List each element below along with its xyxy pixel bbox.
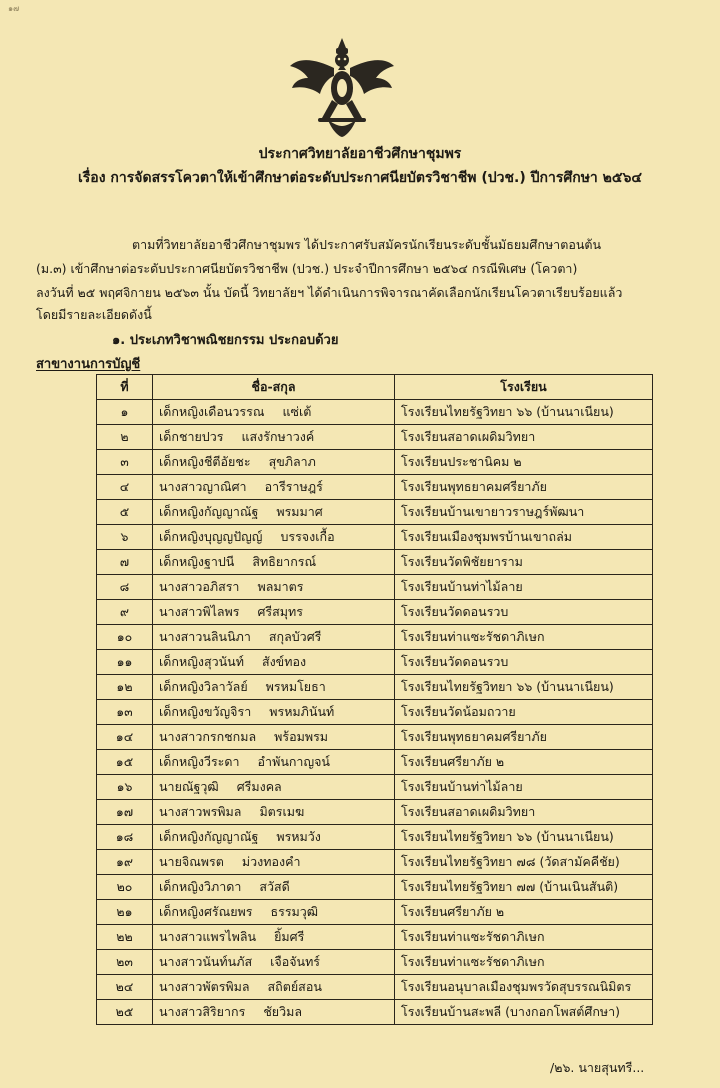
subsection-title: สาขางานการบัญชี xyxy=(36,357,141,372)
student-first-name: เด็กหญิงวิภาดา xyxy=(159,879,242,894)
student-last-name: พรหมวัง xyxy=(276,829,321,844)
student-name xyxy=(153,850,395,875)
table-row xyxy=(97,975,653,1000)
row-number: ๒๕ xyxy=(97,1000,153,1025)
table-row xyxy=(97,525,653,550)
student-first-name: นางสาวสิริยากร xyxy=(159,1004,246,1019)
table-row xyxy=(97,500,653,525)
header-name: ชื่อ-สกุล xyxy=(153,375,395,400)
student-name xyxy=(153,500,395,525)
school-name: โรงเรียนบ้านสะพลี (บางกอกโพสต์ศึกษา) xyxy=(395,1000,653,1025)
table-row xyxy=(97,450,653,475)
student-last-name: บรรจงเกื้อ xyxy=(280,529,335,544)
student-first-name: นางสาวพัตรพิมล xyxy=(159,979,250,994)
school-name: โรงเรียนวัดพิชัยยาราม xyxy=(395,550,653,575)
student-first-name: นางสาวพรพิมล xyxy=(159,804,242,819)
school-name: โรงเรียนอนุบาลเมืองชุมพรวัดสุบรรณนิมิตร xyxy=(395,975,653,1000)
row-number: ๙ xyxy=(97,600,153,625)
row-number: ๒๔ xyxy=(97,975,153,1000)
table-row xyxy=(97,775,653,800)
row-number: ๑๔ xyxy=(97,725,153,750)
school-name: โรงเรียนวัดดอนรวบ xyxy=(395,600,653,625)
school-name: โรงเรียนวัดดอนรวบ xyxy=(395,650,653,675)
student-last-name: พรหมโยธา xyxy=(265,679,326,694)
school-name: โรงเรียนไทยรัฐวิทยา ๗๗ (บ้านเนินสันติ) xyxy=(395,875,653,900)
row-number: ๑๗ xyxy=(97,800,153,825)
table-row xyxy=(97,475,653,500)
row-number: ๒๒ xyxy=(97,925,153,950)
row-number: ๗ xyxy=(97,550,153,575)
row-number: ๑๒ xyxy=(97,675,153,700)
table-row xyxy=(97,650,653,675)
school-name: โรงเรียนไทยรัฐวิทยา ๗๘ (วัดสามัคคีชัย) xyxy=(395,850,653,875)
school-name: โรงเรียนไทยรัฐวิทยา ๖๖ (บ้านนาเนียน) xyxy=(395,400,653,425)
student-first-name: นางสาวนลินนิภา xyxy=(159,629,251,644)
row-number: ๑๓ xyxy=(97,700,153,725)
student-last-name: มิตรเมฆ xyxy=(259,804,305,819)
school-name: โรงเรียนประชานิคม ๒ xyxy=(395,450,653,475)
table-row xyxy=(97,1000,653,1025)
table-header-row xyxy=(97,375,653,400)
header-no: ที่ xyxy=(97,375,153,400)
garuda-emblem-icon xyxy=(288,38,396,138)
student-last-name: พลมาตร xyxy=(257,579,304,594)
school-name: โรงเรียนพุทธยาคมศรียาภัย xyxy=(395,725,653,750)
student-last-name: สังข์ทอง xyxy=(261,654,307,669)
table-row xyxy=(97,425,653,450)
student-first-name: นายจิณพรต xyxy=(159,854,224,869)
student-first-name: นางสาวอภิสรา xyxy=(159,579,240,594)
row-number: ๓ xyxy=(97,450,153,475)
student-name xyxy=(153,800,395,825)
school-name: โรงเรียนพุทธยาคมศรียาภัย xyxy=(395,475,653,500)
student-name xyxy=(153,725,395,750)
row-number: ๑๖ xyxy=(97,775,153,800)
student-name xyxy=(153,925,395,950)
announcement-subject: เรื่อง การจัดสรรโควตาให้เข้าศึกษาต่อระดับประกาศนียบัตรวิชาชีพ (ปวช.) ปีการศึกษา ๒๕๖๔ xyxy=(78,170,642,186)
row-number: ๑๙ xyxy=(97,850,153,875)
student-name xyxy=(153,575,395,600)
school-name: โรงเรียนท่าแซะรัชดาภิเษก xyxy=(395,925,653,950)
row-number: ๖ xyxy=(97,525,153,550)
table-row xyxy=(97,600,653,625)
row-number: ๑๘ xyxy=(97,825,153,850)
student-first-name: เด็กหญิงวิลาวัลย์ xyxy=(159,679,248,694)
student-name xyxy=(153,600,395,625)
student-last-name: พร้อมพรม xyxy=(274,729,329,744)
table-row xyxy=(97,925,653,950)
table-row xyxy=(97,750,653,775)
school-name: โรงเรียนท่าแซะรัชดาภิเษก xyxy=(395,625,653,650)
student-last-name: แสงรักษาวงค์ xyxy=(241,429,315,444)
student-name xyxy=(153,825,395,850)
table-row xyxy=(97,550,653,575)
student-last-name: เจือจันทร์ xyxy=(270,954,321,969)
student-first-name: นางสาวแพรไพลิน xyxy=(159,929,257,944)
student-table xyxy=(96,374,653,1025)
student-last-name: สวัสดี xyxy=(259,879,290,894)
student-last-name: สกุลบัวศรี xyxy=(268,629,322,644)
student-first-name: เด็กหญิงกัญญาณัฐ xyxy=(159,829,259,844)
student-first-name: เด็กหญิงศรัณยพร xyxy=(159,904,253,919)
student-name xyxy=(153,425,395,450)
student-name xyxy=(153,550,395,575)
student-first-name: เด็กชายปวร xyxy=(159,429,224,444)
school-name: โรงเรียนศรียาภัย ๒ xyxy=(395,750,653,775)
row-number: ๒๑ xyxy=(97,900,153,925)
school-name: โรงเรียนไทยรัฐวิทยา ๖๖ (บ้านนาเนียน) xyxy=(395,825,653,850)
table-row xyxy=(97,900,653,925)
school-name: โรงเรียนบ้านท่าไม้ลาย xyxy=(395,775,653,800)
row-number: ๒ xyxy=(97,425,153,450)
body-line-2: (ม.๓) เข้าศึกษาต่อระดับประกาศนียบัตรวิชาชีพ (ปวช.) ประจำปีการศึกษา ๒๕๖๔ กรณีพิเศษ (โควตา) xyxy=(36,261,578,276)
school-name: โรงเรียนท่าแซะรัชดาภิเษก xyxy=(395,950,653,975)
school-name: โรงเรียนบ้านเขายาวราษฎร์พัฒนา xyxy=(395,500,653,525)
student-first-name: เด็กหญิงเดือนวรรณ xyxy=(159,404,265,419)
student-name xyxy=(153,700,395,725)
school-name: โรงเรียนวัดน้อมถวาย xyxy=(395,700,653,725)
table-row xyxy=(97,950,653,975)
table-row xyxy=(97,725,653,750)
student-last-name: ศรีสมุทร xyxy=(257,604,303,619)
row-number: ๑๐ xyxy=(97,625,153,650)
student-first-name: นางสาวพิไลพร xyxy=(159,604,240,619)
student-last-name: ธรรมวุฒิ xyxy=(270,904,319,919)
student-last-name: ม่วงทองคำ xyxy=(241,854,301,869)
continuation-note: /๒๖. นายสุนทรี... xyxy=(550,1060,645,1075)
student-name xyxy=(153,650,395,675)
school-name: โรงเรียนเมืองชุมพรบ้านเขาถล่ม xyxy=(395,525,653,550)
student-last-name: ยิ้มศรี xyxy=(274,929,305,944)
student-first-name: เด็กหญิงวีระดา xyxy=(159,754,240,769)
section-title: ๑. ประเภทวิชาพณิชยกรรม ประกอบด้วย xyxy=(112,333,339,348)
student-name xyxy=(153,450,395,475)
student-first-name: นางสาวญาณิศา xyxy=(159,479,247,494)
student-last-name: พรมมาศ xyxy=(276,504,323,519)
row-number: ๑ xyxy=(97,400,153,425)
corner-mark: ๑๗ xyxy=(8,4,20,13)
table-row xyxy=(97,800,653,825)
student-first-name: เด็กหญิงบุญญปัญญ์ xyxy=(159,529,263,544)
school-name: โรงเรียนสอาดเผดิมวิทยา xyxy=(395,800,653,825)
student-first-name: นางสาวนันท์นภัส xyxy=(159,954,253,969)
row-number: ๒๓ xyxy=(97,950,153,975)
student-last-name: อารีราษฎร์ xyxy=(264,479,323,494)
student-name xyxy=(153,950,395,975)
body-line-1: ตามที่วิทยาลัยอาชีวศึกษาชุมพร ได้ประกาศรับสมัครนักเรียนระดับชั้นมัธยมศึกษาตอนต้น xyxy=(132,237,602,252)
student-first-name: เด็กหญิงกัญญาณัฐ xyxy=(159,504,259,519)
student-last-name: พรหมภินันท์ xyxy=(269,704,335,719)
row-number: ๔ xyxy=(97,475,153,500)
student-first-name: เด็กหญิงสุวนันท์ xyxy=(159,654,244,669)
student-name xyxy=(153,625,395,650)
table-row xyxy=(97,675,653,700)
row-number: ๕ xyxy=(97,500,153,525)
student-last-name: สิทธิยากรณ์ xyxy=(252,554,317,569)
student-first-name: เด็กหญิงชีตีอัยชะ xyxy=(159,454,251,469)
table-body xyxy=(97,400,653,1025)
student-name xyxy=(153,750,395,775)
row-number: ๑๑ xyxy=(97,650,153,675)
student-last-name: สถิตย์สอน xyxy=(267,979,322,994)
student-last-name: แซ่เต้ xyxy=(282,404,312,419)
school-name: โรงเรียนศรียาภัย ๒ xyxy=(395,900,653,925)
student-first-name: เด็กหญิงฐาปนี xyxy=(159,554,235,569)
table-row xyxy=(97,700,653,725)
student-name xyxy=(153,775,395,800)
row-number: ๘ xyxy=(97,575,153,600)
student-last-name: สุขภิลาภ xyxy=(268,454,316,469)
table-row xyxy=(97,400,653,425)
student-name xyxy=(153,400,395,425)
student-name xyxy=(153,900,395,925)
student-first-name: นายณัฐวุฒิ xyxy=(159,779,219,794)
body-line-3: ลงวันที่ ๒๕ พฤศจิกายน ๒๕๖๓ นั้น บัดนี้ วิทยาลัยฯ ได้ดำเนินการพิจารณาคัดเลือกนักเรียนโควตาเรียบร้อยแล้ว xyxy=(36,285,623,300)
body-line-4: โดยมีรายละเอียดดังนี้ xyxy=(36,307,152,322)
table-row xyxy=(97,850,653,875)
table-row xyxy=(97,575,653,600)
student-name xyxy=(153,975,395,1000)
table-row xyxy=(97,625,653,650)
student-last-name: อำพันกาญจน์ xyxy=(257,754,330,769)
student-name xyxy=(153,475,395,500)
student-name xyxy=(153,525,395,550)
student-name xyxy=(153,875,395,900)
student-first-name: นางสาวกรกชกมล xyxy=(159,729,257,744)
table-row xyxy=(97,875,653,900)
row-number: ๑๕ xyxy=(97,750,153,775)
student-last-name: ชัยวิมล xyxy=(263,1004,303,1019)
row-number: ๒๐ xyxy=(97,875,153,900)
table-row xyxy=(97,825,653,850)
school-name: โรงเรียนสอาดเผดิมวิทยา xyxy=(395,425,653,450)
student-name xyxy=(153,675,395,700)
student-name xyxy=(153,1000,395,1025)
student-last-name: ศรีมงคล xyxy=(236,779,282,794)
announcement-title: ประกาศวิทยาลัยอาชีวศึกษาชุมพร xyxy=(258,146,462,162)
header-school: โรงเรียน xyxy=(395,375,653,400)
school-name: โรงเรียนไทยรัฐวิทยา ๖๖ (บ้านนาเนียน) xyxy=(395,675,653,700)
school-name: โรงเรียนบ้านท่าไม้ลาย xyxy=(395,575,653,600)
student-first-name: เด็กหญิงขวัญจิรา xyxy=(159,704,252,719)
